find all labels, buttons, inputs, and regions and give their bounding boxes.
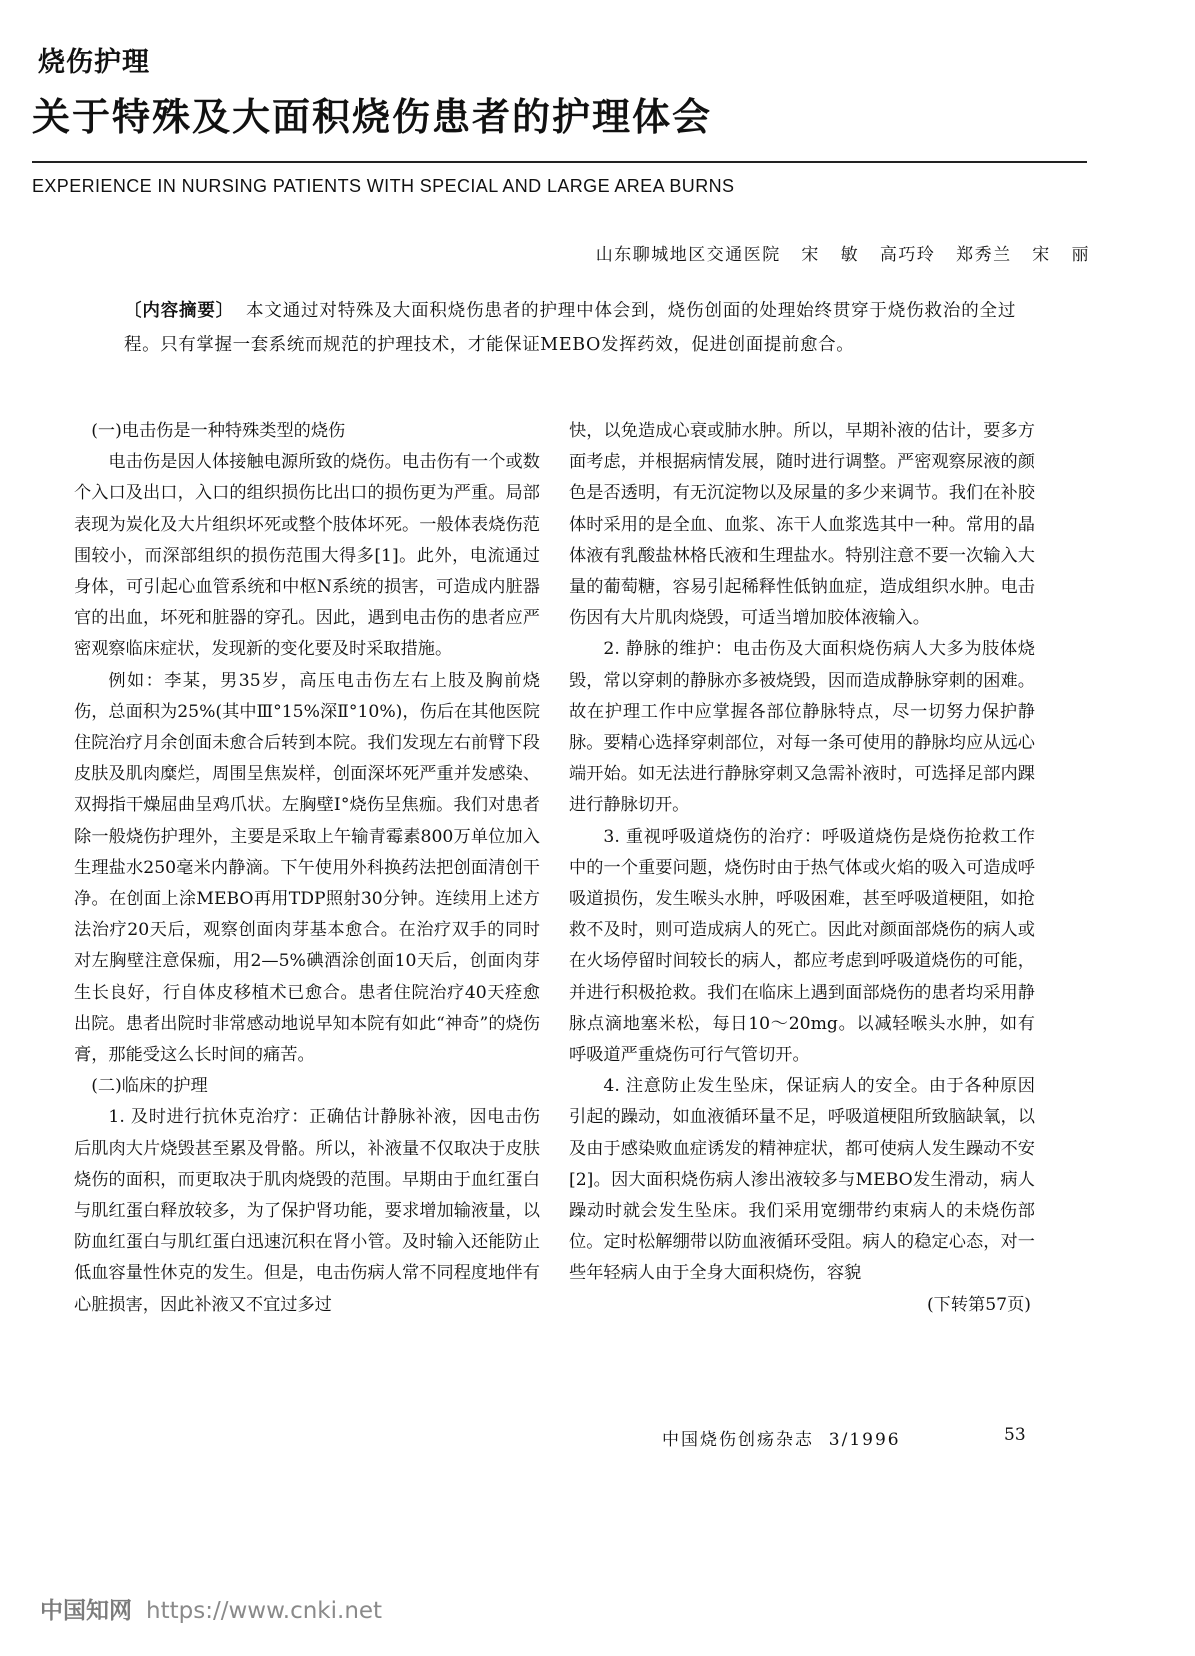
paragraph: 4. 注意防止发生坠床，保证病人的安全。由于各种原因引起的躁动，如血液循环量不足，呼吸道梗阻所致脑缺氧，以及由于感染败血症诱发的精神症状，都可使病人发生躁动不安[2]。因大面积烧伤病人渗出液较多与MEBO发生滑动，病人躁动时就会发生坠床。我们采用宽绷带约束病人的未烧伤部位。定时松解绷带以防血液循环受阻。病人的稳定心态，对一些年轻病人由于全身大面积烧伤，容貌	[569, 1076, 1035, 1284]
abstract	[124, 294, 1016, 362]
abstract-label: 〔内容摘要〕	[124, 301, 235, 321]
watermark-url: https://www.cnki.net	[146, 1598, 383, 1624]
title-rule	[32, 161, 1087, 163]
author-line: 山东聊城地区交通医院 宋 敏 高巧玲 郑秀兰 宋 丽	[595, 245, 1090, 265]
paragraph-continued: 快，以免造成心衰或肺水肿。所以，早期补液的估计，要多方面考虑，并根据病情发展，随时进行调整。严密观察尿液的颜色是否透明，有无沉淀物以及尿量的多少来调节。我们在补胶体时采用的是全血、血浆、冻干人血浆选其中一种。常用的晶体液有乳酸盐林格氏液和生理盐水。特别注意不要一次输入大量的葡萄糖，容易引起稀释性低钠血症，造成组织水肿。电击伤因有大片肌肉烧毁，可适当增加胶体液输入。	[569, 421, 1035, 629]
paragraph: 2. 静脉的维护：电击伤及大面积烧伤病人大多为肢体烧毁，常以穿刺的静脉亦多被烧毁，因而造成静脉穿刺的困难。故在护理工作中应掌握各部位静脉特点，尽一切努力保护静脉。要精心选择穿刺部位，对每一条可使用的静脉均应从远心端开始。如无法进行静脉穿刺又急需补液时，可选择足部内踝进行静脉切开。	[569, 639, 1035, 816]
left-column	[74, 416, 540, 1321]
section-heading-1: (一)电击伤是一种特殊类型的烧伤	[91, 421, 346, 441]
paragraph: 1. 及时进行抗休克治疗：正确估计静脉补液，因电击伤后肌肉大片烧毁甚至累及骨骼。所以，补液量不仅取决于皮肤烧伤的面积，而更取决于肌肉烧毁的范围。早期由于血红蛋白与肌红蛋白释放较多，为了保护肾功能，要求增加输液量，以防血红蛋白与肌红蛋白迅速沉积在肾小管。及时输入还能防止低血容量性休克的发生。但是，电击伤病人常不同程度地伴有心脏损害，因此补液又不宜过多过	[74, 1107, 540, 1315]
right-column	[569, 416, 1035, 1321]
article-title-en: EXPERIENCE IN NURSING PATIENTS WITH SPECIAL AND LARGE AREA BURNS	[32, 176, 735, 196]
continued-note: (下转第57页)	[926, 1294, 1031, 1315]
paragraph: 电击伤是因人体接触电源所致的烧伤。电击伤有一个或数个入口及出口，入口的组织损伤比出口的损伤更为严重。局部表现为炭化及大片组织坏死或整个肢体坏死。一般体表烧伤范围较小，而深部组织的损伤范围大得多[1]。此外，电流通过身体，可引起心血管系统和中枢N系统的损害，可造成内脏器官的出血，坏死和脏器的穿孔。因此，遇到电击伤的患者应严密观察临床症状，发现新的变化要及时采取措施。	[74, 452, 540, 660]
section-heading-2: (二)临床的护理	[91, 1076, 208, 1097]
article-title: 关于特殊及大面积烧伤患者的护理体会	[32, 95, 713, 139]
cnki-watermark	[40, 1592, 382, 1625]
watermark-brand: 中国知网	[40, 1598, 132, 1624]
page-number: 53	[1004, 1425, 1026, 1445]
abstract-text: 本文通过对特殊及大面积烧伤患者的护理中体会到，烧伤创面的处理始终贯穿于烧伤救治的全过程。只有掌握一套系统而规范的护理技术，才能保证MEBO发挥药效，促进创面提前愈合。	[124, 301, 1016, 355]
section-label: 烧伤护理	[38, 47, 150, 78]
journal-footer: 中国烧伤创疡杂志 3/1996	[662, 1430, 901, 1450]
paragraph: 例如：李某，男35岁，高压电击伤左右上肢及胸前烧伤，总面积为25%(其中Ⅲ°15%深Ⅱ°10%)，伤后在其他医院住院治疗月余创面未愈合后转到本院。我们发现左右前臂下段皮肤及肌肉糜烂，周围呈焦炭样，创面深坏死严重并发感染、双拇指干燥屈曲呈鸡爪状。左胸壁Ⅰ°烧伤呈焦痂。我们对患者除一般烧伤护理外，主要是采取上午输青霉素800万单位加入生理盐水250毫米内静滴。下午使用外科换药法把创面清创干净。在创面上涂MEBO再用TDP照射30分钟。连续用上述方法治疗20天后，观察创面肉芽基本愈合。在治疗双手的同时对左胸壁注意保痂，用2—5%碘酒涂创面10天后，创面肉芽生长良好，行自体皮移植术已愈合。患者住院治疗40天痊愈出院。患者出院时非常感动地说早知本院有如此“神奇”的烧伤膏，那能受这么长时间的痛苦。	[74, 670, 540, 1066]
paragraph: 3. 重视呼吸道烧伤的治疗：呼吸道烧伤是烧伤抢救工作中的一个重要问题，烧伤时由于热气体或火焰的吸入可造成呼吸道损伤，发生喉头水肿，呼吸困难，甚至呼吸道梗阻，如抢救不及时，则可造成病人的死亡。因此对颜面部烧伤的病人或在火场停留时间较长的病人，都应考虑到呼吸道烧伤的可能，并进行积极抢救。我们在临床上遇到面部烧伤的患者均采用静脉点滴地塞米松，每日10～20mg。以减轻喉头水肿，如有呼吸道严重烧伤可行气管切开。	[569, 826, 1035, 1066]
